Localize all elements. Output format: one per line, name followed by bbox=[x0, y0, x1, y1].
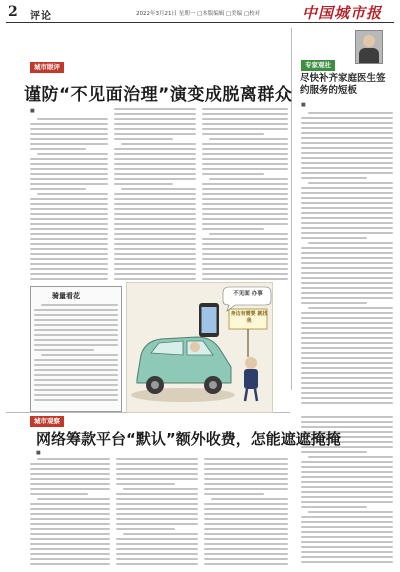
main-article-tag: 城市眼评 bbox=[30, 62, 64, 73]
cartoon-illustration bbox=[127, 283, 273, 413]
author-portrait bbox=[355, 30, 383, 64]
main-article-headline: 谨防“不见面治理”演变成脱离群众 bbox=[24, 85, 293, 105]
bottom-article-column-3 bbox=[204, 458, 288, 568]
right-column-text bbox=[301, 112, 393, 412]
bottom-article-column-2 bbox=[116, 458, 198, 568]
date-line: 2022年3月21日 星期一 □本版编辑 □美编 □校对 bbox=[136, 11, 261, 17]
bottom-article-byline: ■ bbox=[36, 450, 41, 456]
right-column-byline: ■ bbox=[301, 102, 306, 108]
sidebar-title: 骑量看花 bbox=[52, 292, 80, 300]
header-rule bbox=[6, 22, 394, 23]
sidebar-box bbox=[30, 286, 122, 412]
cartoon-bubble-text: 不见面 办事 bbox=[233, 291, 263, 297]
bottom-article-column-1 bbox=[30, 458, 110, 568]
right-column-headline: 尽快补齐家庭医生签约服务的短板 bbox=[300, 73, 386, 96]
main-article-byline: ■ bbox=[30, 108, 35, 114]
main-article-column-3 bbox=[202, 108, 288, 282]
main-article-column-2 bbox=[114, 108, 196, 282]
section-name: 评论 bbox=[30, 11, 52, 22]
cartoon-sign-text: 身边有需要 就找我 bbox=[230, 311, 268, 324]
page-number: 2 bbox=[8, 4, 18, 20]
right-column-tag: 专家观社 bbox=[301, 60, 335, 71]
main-article-column-1 bbox=[30, 118, 108, 282]
masthead-logo: 中国城市报 bbox=[302, 4, 383, 22]
editorial-cartoon bbox=[126, 282, 273, 413]
bottom-article-headline: 网络筹款平台“默认”额外收费，怎能遮遮掩掩 bbox=[36, 430, 341, 448]
bottom-article-tag: 城市观察 bbox=[30, 416, 64, 427]
sidebar-text bbox=[34, 304, 118, 404]
